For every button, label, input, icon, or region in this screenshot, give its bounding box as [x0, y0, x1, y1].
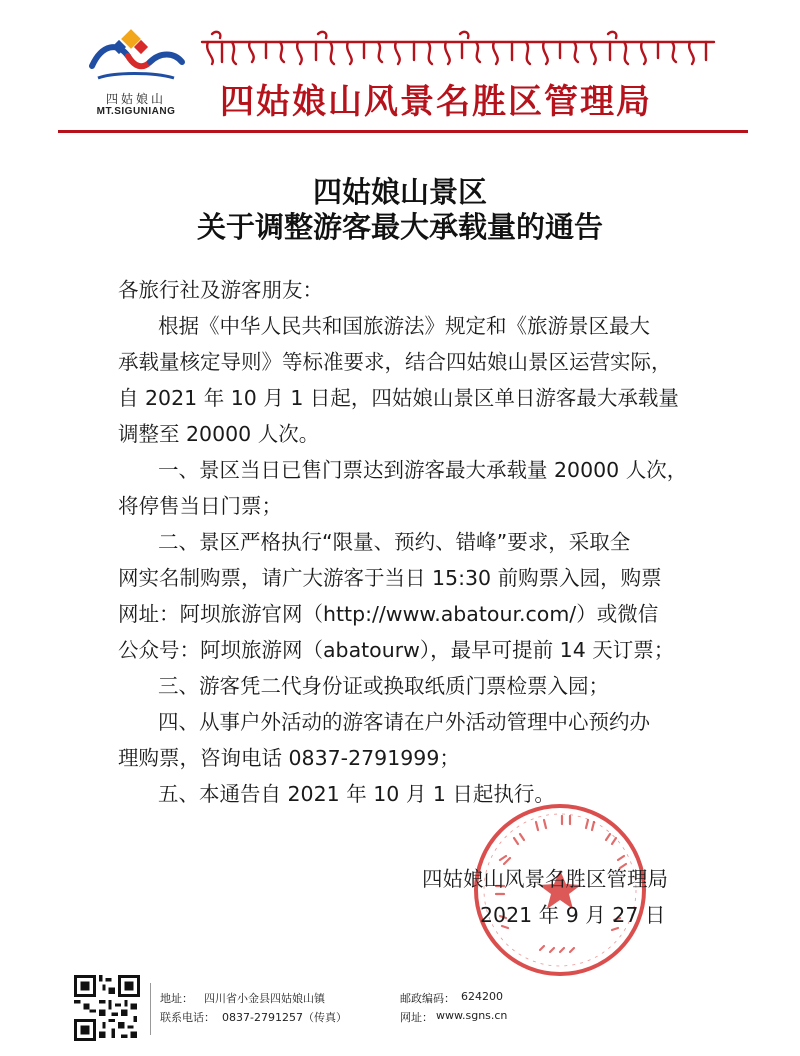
item4-line2: 理购票，咨询电话 0837-2791999； — [118, 746, 460, 770]
item2-line3: 网址：阿坝旅游官网（http://www.abatour.com/）或微信 — [118, 602, 659, 626]
notice-title-line1: 四姑娘山景区 — [312, 175, 487, 209]
org-title: 四姑娘山风景名胜区管理局 — [220, 82, 652, 122]
logo-english-text: MT.SIGUNIANG — [96, 106, 176, 117]
para1-line2: 承载量核定导则》等标准要求，结合四姑娘山景区运营实际， — [118, 350, 672, 374]
phone-label: 联系电话： — [160, 1011, 215, 1024]
signature-org: 四姑娘山风景名胜区管理局 — [422, 867, 668, 891]
website-value: www.sgns.cn — [436, 1009, 508, 1022]
item2-line2: 网实名制购票，请广大游客于当日 15:30 前购票入园，购票 — [118, 566, 662, 590]
para1-line4: 调整至 20000 人次。 — [118, 422, 320, 446]
item1-line1: 一、景区当日已售门票达到游客最大承载量 20000 人次， — [158, 458, 688, 482]
para1-line1: 根据《中华人民共和国旅游法》规定和《旅游景区最大 — [158, 314, 650, 338]
item2-line1: 二、景区严格执行“限量、预约、错峰”要求，采取全 — [158, 530, 631, 554]
website-label: 网址： — [400, 1011, 433, 1024]
header-rule — [58, 130, 748, 133]
qr-code-icon — [74, 975, 140, 1041]
signature-date: 2021 年 9 月 27 日 — [480, 903, 666, 927]
item3-line1: 三、游客凭二代身份证或换取纸质门票检票入园； — [158, 674, 609, 698]
footer-divider — [150, 983, 151, 1035]
address-value: 四川省小金县四姑娘山镇 — [204, 992, 325, 1005]
item4-line1: 四、从事户外活动的游客请在户外活动管理中心预约办 — [158, 710, 650, 734]
address-label: 地址： — [160, 992, 193, 1005]
postcode-value: 624200 — [461, 990, 503, 1003]
item2-line4: 公众号：阿坝旅游网（abatourw），最早可提前 14 天订票； — [118, 638, 675, 662]
siguniang-logo — [84, 26, 188, 94]
phone-value: 0837-2791257（传真） — [222, 1011, 347, 1024]
postcode-label: 邮政编码： — [400, 992, 455, 1005]
item1-line2: 将停售当日门票； — [118, 494, 282, 518]
para1-line3: 自 2021 年 10 月 1 日起，四姑娘山景区单日游客最大承载量 — [118, 386, 679, 410]
salutation: 各旅行社及游客朋友： — [118, 278, 323, 302]
logo-chinese-text: 四姑娘山 — [105, 92, 166, 106]
notice-title-line2: 关于调整游客最大承载量的通告 — [196, 210, 603, 244]
item5-line1: 五、本通告自 2021 年 10 月 1 日起执行。 — [158, 782, 555, 806]
tibetan-script-line — [198, 28, 718, 68]
